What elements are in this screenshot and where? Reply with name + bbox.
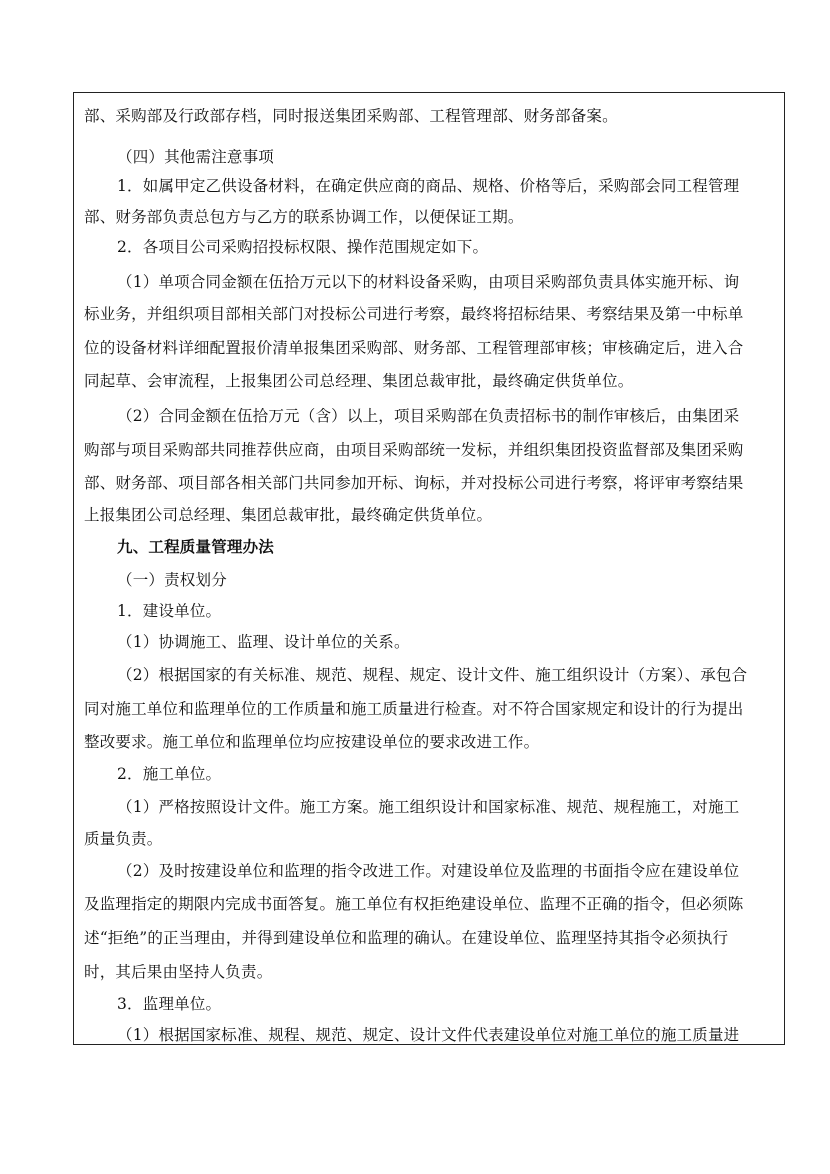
text-line: 时，其后果由坚持人负责。: [84, 963, 273, 981]
text-line: 位的设备材料详细配置报价清单报集团采购部、财务部、工程管理部审核；审核确定后，进入合: [84, 339, 744, 357]
text-line: （2）及时按建设单位和监理的指令改进工作。对建设单位及监理的书面指令应在建设单位: [117, 862, 740, 880]
section-heading: （四）其他需注意事项: [117, 148, 275, 166]
text-line: 1．建设单位。: [117, 602, 222, 620]
text-line: （2）根据国家的有关标准、规范、规程、规定、设计文件、施工组织设计（方案）、承包合: [117, 666, 748, 684]
text-line: （1）单项合同金额在伍拾万元以下的材料设备采购，由项目采购部负责具体实施开标、询: [117, 273, 740, 291]
text-line: 质量负责。: [84, 830, 163, 848]
text-line: 部、采购部及行政部存档，同时报送集团采购部、工程管理部、财务部备案。: [84, 107, 618, 125]
text-line: 同对施工单位和监理单位的工作质量和施工质量进行检查。对不符合国家规定和设计的行为提出: [84, 700, 744, 718]
text-line: （1）严格按照设计文件。施工方案。施工组织设计和国家标准、规范、规程施工，对施工: [117, 798, 740, 816]
text-line: 3．监理单位。: [117, 995, 222, 1013]
text-line: 1．如属甲定乙供设备材料，在确定供应商的商品、规格、价格等后，采购部会同工程管理: [117, 177, 740, 195]
text-line: （2）合同金额在伍拾万元（含）以上，项目采购部在负责招标书的制作审核后，由集团采: [117, 407, 740, 425]
text-line: 部、财务部负责总包方与乙方的联系协调工作，以便保证工期。: [84, 208, 524, 226]
chapter-heading: 九、工程质量管理办法: [117, 537, 275, 556]
text-line: （1）协调施工、监理、设计单位的关系。: [117, 633, 410, 651]
text-line: 上报集团公司总经理、集团总裁审批，最终确定供货单位。: [84, 506, 493, 524]
text-line: 及监理指定的期限内完成书面答复。施工单位有权拒绝建设单位、监理不正确的指令，但必须陈: [84, 895, 744, 913]
text-line: 述“拒绝”的正当理由，并得到建设单位和监理的确认。在建设单位、监理坚持其指令必须执行: [84, 929, 729, 947]
text-line: 购部与项目采购部共同推荐供应商，由项目采购部统一发标，并组织集团投资监督部及集团采购: [84, 441, 744, 459]
text-line: 部、财务部、项目部各相关部门共同参加开标、询标，并对投标公司进行考察，将评审考察结果: [84, 474, 744, 492]
text-line: 2．各项目公司采购招投标权限、操作范围规定如下。: [117, 238, 489, 256]
text-line: （1）根据国家标准、规程、规范、规定、设计文件代表建设单位对施工单位的施工质量进: [117, 1026, 740, 1044]
text-line: 标业务，并组织项目部相关部门对投标公司进行考察，最终将招标结果、考察结果及第一中标单: [84, 305, 744, 323]
text-line: 整改要求。施工单位和监理单位均应按建设单位的要求改进工作。: [84, 733, 540, 751]
text-line: 2．施工单位。: [117, 765, 222, 783]
section-heading: （一）责权划分: [117, 571, 227, 589]
text-line: 同起草、会审流程，上报集团公司总经理、集团总裁审批，最终确定供货单位。: [84, 372, 634, 390]
